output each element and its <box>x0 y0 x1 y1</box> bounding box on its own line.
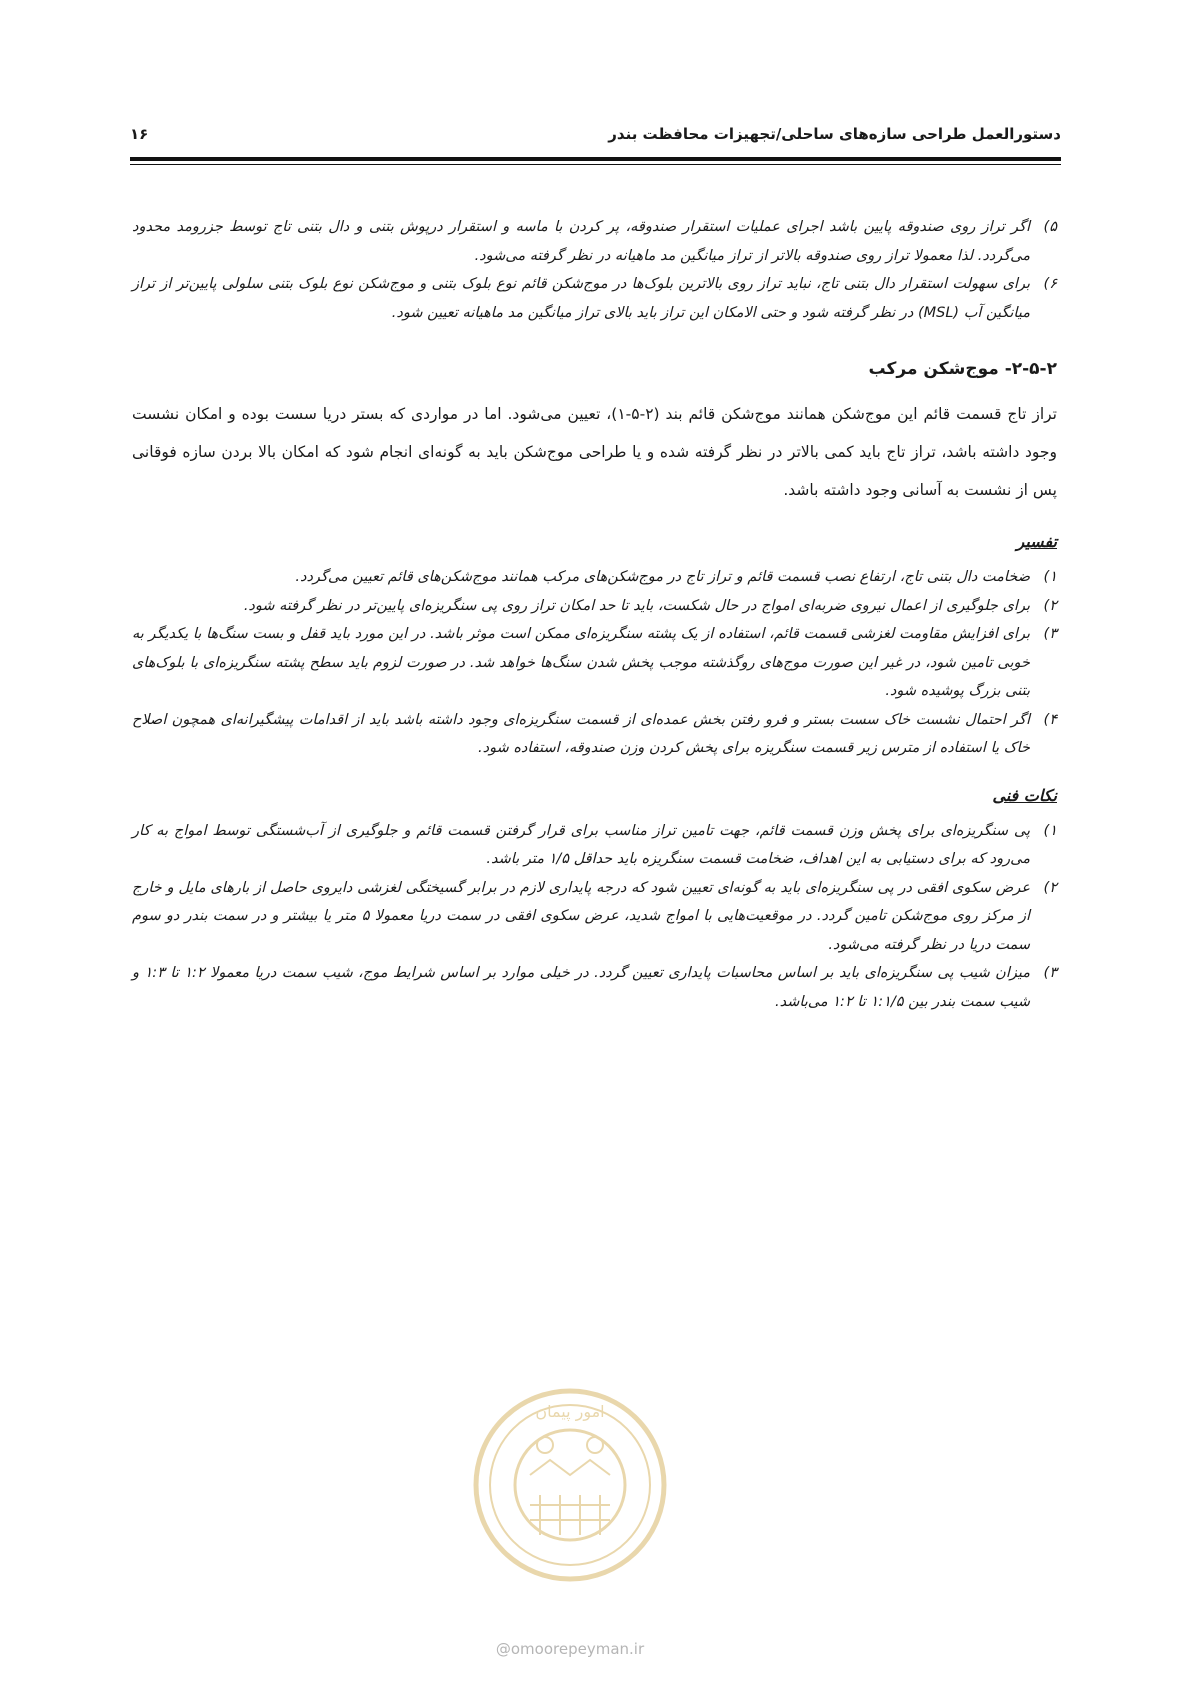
item-text: برای سهولت استقرار دال بتنی تاج، نباید تراز روی بالاترین بلوک‌ها در موج‌شکن قائم نوع بلوک بتنی و موج‌شکن نوع بلوک بتنی سلولی پایین‌تر از تراز میانگین آب (MSL) در نظر گرفته شود و حتی الامکان این تراز باید بالای تراز میانگین مد ماهیانه تعیین شود. <box>132 276 1030 321</box>
item-text: میزان شیب پی سنگریزه‌ای باید بر اساس محاسبات پایداری تعیین گردد. در خیلی موارد بر اساس شرایط موج، شیب سمت دریا معمولا ۱:۲ تا ۱:۳ و شیب سمت بندر بین ۱:۱/۵ تا ۱:۲ می‌باشد. <box>132 965 1030 1010</box>
header-title: دستورالعمل طراحی سازه‌های ساحلی/تجهیزات محافظت بندر <box>608 125 1061 143</box>
section-heading: ۲-۵-۲- موج‌شکن مرکب <box>868 359 1057 379</box>
item-text: اگر احتمال نشست خاک سست بستر و فرو رفتن بخش عمده‌ای از قسمت سنگریزه‌ای وجود داشته باشد باید از اقدامات پیشگیرانه‌ای همچون اصلاح خاک یا استفاده از مترس زیر قسمت سنگریزه برای پخش کردن وزن صندوقه، استفاده شود. <box>132 711 1030 756</box>
list-item <box>132 959 1057 1016</box>
item-text: برای جلوگیری از اعمال نیروی ضربه‌ای امواج در حال شکست، باید تا حد امکان تراز روی پی سنگریزه‌ای پایین‌تر در نظر گرفته شود. <box>243 597 1030 614</box>
list-item <box>132 213 1057 270</box>
technical-notes-heading: نکات فنی <box>992 785 1057 805</box>
item-text: برای افزایش مقاومت لغزشی قسمت قائم، استفاده از یک پشته سنگریزه‌ای ممکن است موثر باشد. در این مورد باید قفل و بست سنگ‌ها با یکدیگر به خوبی تامین شود، در غیر این صورت موج‌های روگذشته موجب پخش شدن سنگ‌ها خواهد شد. در صورت لزوم باید سطح پشته سنگریزه‌ای با بلوک‌های بتنی بزرگ پوشیده شود. <box>132 626 1030 699</box>
header-rule-thin <box>130 164 1061 165</box>
list-item <box>132 270 1057 327</box>
item-number: ۱) <box>1043 569 1057 585</box>
item-text: اگر تراز روی صندوقه پایین باشد اجرای عملیات استقرار صندوقه، پر کردن با ماسه و استقرار درپوش بتنی و دال بتنی تاج توسط جزرومد محدود می‌گردد. لذا معمولا تراز روی صندوقه بالاتر از تراز میانگین مد ماهیانه در نظر گرفته می‌شود. <box>132 219 1030 264</box>
item-number: ۳) <box>1043 626 1057 642</box>
item-number: ۶) <box>1043 276 1057 292</box>
item-text: عرض سکوی افقی در پی سنگریزه‌ای باید به گونه‌ای تعیین شود که درجه پایداری لازم در برابر گسیختگی لغزشی دایروی حاصل از بارهای مایل و خارج از مرکز روی موج‌شکن تامین گردد. در موقعیت‌هایی با امواج شدید، عرض سکوی افقی در سمت دریا معمولا ۵ متر یا بیشتر و در سمت بندر دو سوم سمت دریا در نظر گرفته می‌شود. <box>132 879 1030 953</box>
list-item <box>132 592 1057 621</box>
item-number: ۴) <box>1043 711 1057 728</box>
item-number: ۲) <box>1043 597 1057 614</box>
watermark-seal-icon <box>470 1385 670 1585</box>
list-item <box>132 817 1057 874</box>
page-content <box>132 213 1057 1016</box>
page-number: ۱۶ <box>130 125 149 143</box>
list-item <box>132 620 1057 706</box>
item-number: ۲) <box>1043 879 1057 896</box>
list-item <box>132 706 1057 763</box>
commentary-heading: تفسیر <box>1016 532 1057 551</box>
technical-notes-list <box>132 817 1057 1017</box>
commentary-list <box>132 563 1057 763</box>
item-text: ضخامت دال بتنی تاج، ارتفاع نصب قسمت قائم و تراز تاج در موج‌شکن‌های مرکب همانند موج‌شکن‌های قائم تعیین می‌گردد. <box>295 569 1030 585</box>
header-rule-thick <box>130 157 1061 161</box>
watermark-url: @omoorepeyman.ir <box>495 1640 645 1658</box>
section-paragraph: تراز تاج قسمت قائم این موج‌شکن همانند موج‌شکن قائم بند (۲-۵-۱)، تعیین می‌شود. اما در مواردی که بستر دریا سست بوده و امکان نشست وجود داشته باشد، تراز تاج باید کمی بالاتر در نظر گرفته شده و یا طراحی موج‌شکن باید به گونه‌ای انجام شود که امکان بالا بردن سازه فوقانی پس از نشست به آسانی وجود داشته باشد. <box>132 405 1058 499</box>
top-list <box>132 213 1057 327</box>
page-header <box>130 125 1061 147</box>
item-text: پی سنگریزه‌ای برای پخش وزن قسمت قائم، جهت تامین تراز مناسب برای قرار گرفتن قسمت قائم و جلوگیری از آب‌شستگی توسط امواج به کار می‌رود که برای دستیابی به این اهداف، ضخامت قسمت سنگریزه باید حداقل ۱/۵ متر باشد. <box>132 822 1030 867</box>
item-number: ۵) <box>1043 219 1057 235</box>
list-item <box>132 874 1057 960</box>
item-number: ۳) <box>1043 965 1057 981</box>
item-number: ۱) <box>1043 822 1057 839</box>
list-item <box>132 563 1057 592</box>
watermark-seal-text: امور پیمان <box>535 1402 605 1421</box>
